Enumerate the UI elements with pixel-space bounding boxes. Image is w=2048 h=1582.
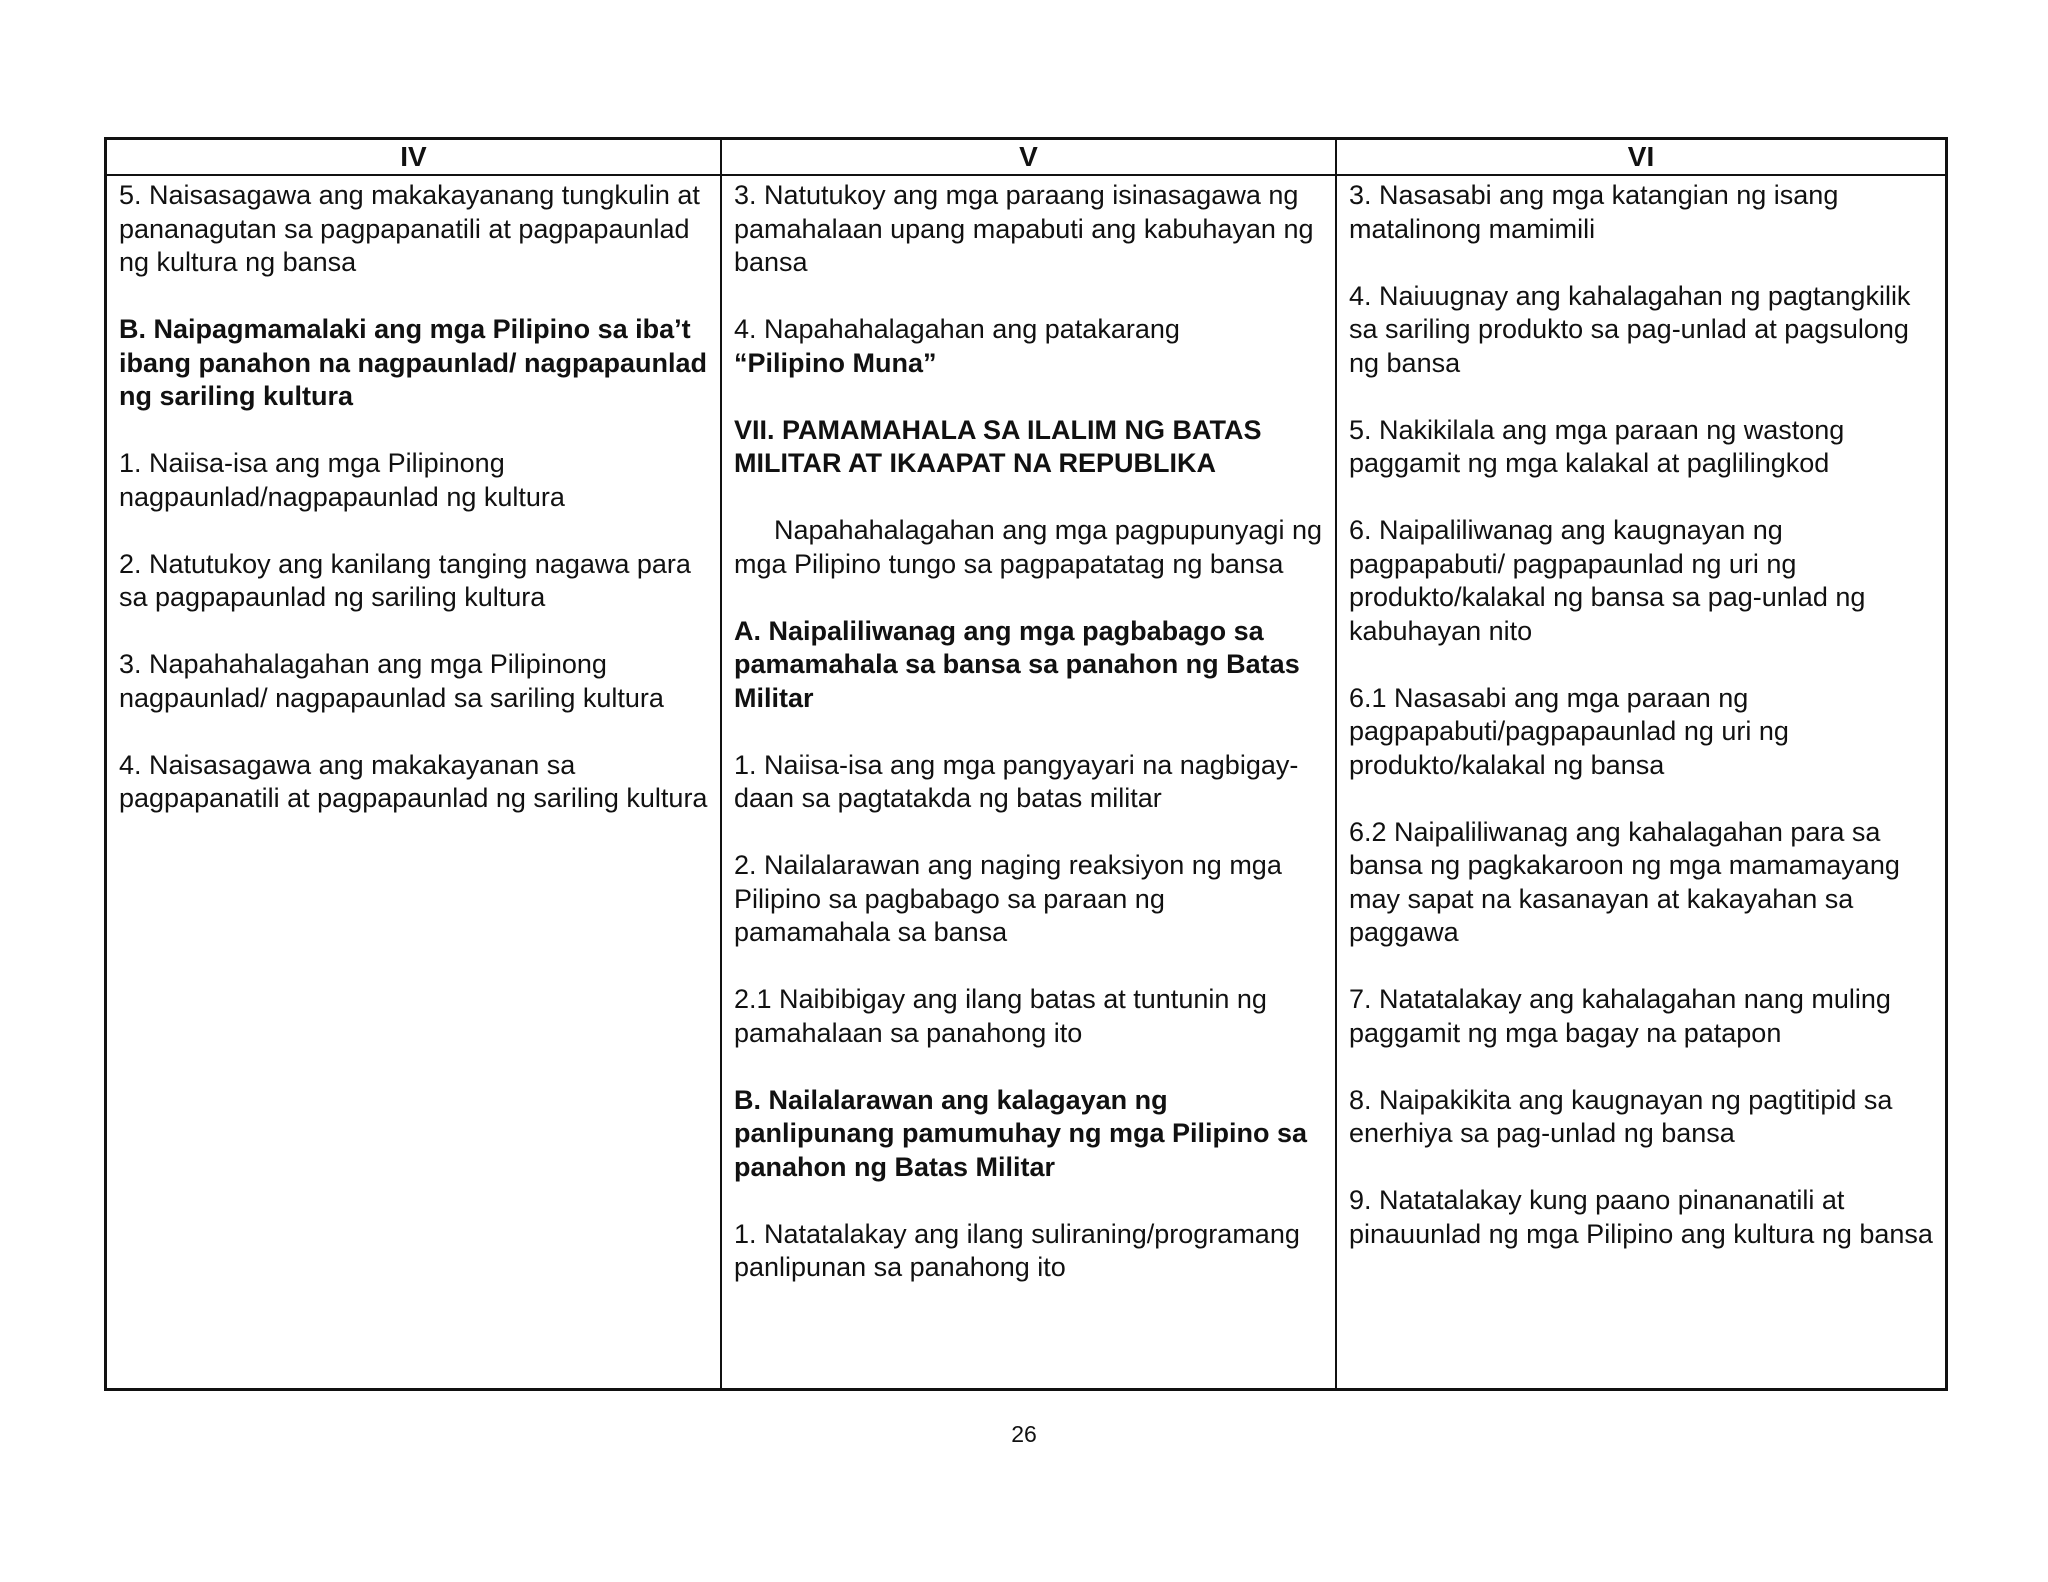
list-item [119, 179, 708, 280]
block-text: 2. Nailalarawan ang naging reaksiyon ng mga Pilipino sa pagbabago sa paraan ng pamamahala sa bansa [734, 850, 1282, 947]
block-text: 3. Nasasabi ang mga katangian ng isang matalinong mamimili [1349, 180, 1839, 244]
list-item [1349, 1084, 1933, 1151]
block-text: 4. Napahahalagahan ang patakarang [734, 314, 1180, 344]
block-text: 4. Naiuugnay ang kahalagahan ng pagtangkilik sa sariling produkto sa pag-unlad at pagsulong ng bansa [1349, 280, 1911, 378]
block-text: 2.1 Naibibigay ang ilang batas at tuntunin ng pamahalaan sa panahong ito [734, 984, 1267, 1048]
block-text: 9. Natatalakay kung paano pinananatili at pinauunlad ng mga Pilipino ang kultura ng bansa [1349, 1185, 1933, 1249]
list-item [1349, 1184, 1933, 1251]
column-v-content [722, 176, 1337, 1388]
column-header-iv: IV [107, 140, 722, 176]
page-number: 26 [1011, 1421, 1037, 1447]
column-header-v: V [722, 140, 1337, 176]
list-item [1349, 414, 1933, 481]
curriculum-table [104, 137, 1948, 1391]
section-heading [734, 1084, 1323, 1185]
list-item [119, 648, 708, 715]
list-item [734, 849, 1323, 950]
block-text: 3. Napahahalagahan ang mga Pilipinong nagpaunlad/ nagpapaunlad sa sariling kultura [119, 649, 664, 713]
list-item [1349, 816, 1933, 950]
column-vi-content [1337, 176, 1945, 1388]
section-heading [734, 615, 1323, 716]
list-item [1349, 514, 1933, 648]
block-text: A. Naipaliliwanag ang mga pagbabago sa pamamahala sa bansa sa panahon ng Batas Militar [734, 615, 1300, 713]
block-text: 8. Naipakikita ang kaugnayan ng pagtitipid sa enerhiya sa pag-unlad ng bansa [1349, 1084, 1893, 1148]
list-item [734, 983, 1323, 1050]
block-text: 7. Natatalakay ang kahalagahan nang muling paggamit ng mga bagay na patapon [1349, 984, 1891, 1048]
block-text: Napahahalagahan ang mga pagpupunyagi ng mga Pilipino tungo sa pagpapatatag ng bansa [734, 515, 1322, 579]
block-text: 1. Naiisa-isa ang mga pangyayari na nagbigay-daan sa pagtatakda ng batas militar [734, 749, 1299, 813]
block-text: 3. Natutukoy ang mga paraang isinasagawa ng pamahalaan upang mapabuti ang kabuhayan ng bansa [734, 180, 1314, 277]
block-text: VII. PAMAMAHALA SA ILALIM NG BATAS MILITAR AT IKAAPAT NA REPUBLIKA [734, 414, 1262, 478]
column-iv-content [107, 176, 722, 1388]
list-item [734, 1218, 1323, 1285]
block-text: 2. Natutukoy ang kanilang tanging nagawa para sa pagpapaunlad ng sariling kultura [119, 548, 691, 612]
section-heading [734, 414, 1323, 481]
block-text: 6. Naipaliliwanag ang kaugnayan ng pagpapabuti/ pagpapaunlad ng uri ng produkto/kalakal ng bansa sa pag-unlad ng kabuhayan nito [1349, 515, 1866, 646]
block-emphasis: “Pilipino Muna” [734, 347, 937, 378]
list-item [734, 514, 1323, 581]
list-item [119, 548, 708, 615]
block-text: B. Naipagmamalaki ang mga Pilipino sa iba’t ibang panahon na nagpaunlad/ nagpapaunlad ng sariling kultura [119, 314, 708, 411]
block-text: 4. Naisasagawa ang makakayanan sa pagpapanatili at pagpapaunlad ng sariling kultura [119, 749, 708, 813]
block-text: 5. Nakikilala ang mga paraan ng wastong paggamit ng mga kalakal at paglilingkod [1349, 414, 1845, 478]
list-item [1349, 179, 1933, 246]
block-text: B. Nailalarawan ang kalagayan ng panlipunang pamumuhay ng mga Pilipino sa panahon ng Batas Militar [734, 1084, 1308, 1182]
block-text: 1. Natatalakay ang ilang suliraning/programang panlipunan sa panahong ito [734, 1218, 1300, 1282]
section-heading [119, 313, 708, 414]
list-item [1349, 983, 1933, 1050]
list-item [119, 447, 708, 514]
list-item [119, 749, 708, 816]
list-item [734, 749, 1323, 816]
list-item [734, 179, 1323, 280]
list-item [734, 313, 1323, 380]
list-item [1349, 682, 1933, 783]
block-text: 1. Naiisa-isa ang mga Pilipinong nagpaunlad/nagpapaunlad ng kultura [119, 448, 565, 512]
list-item [1349, 280, 1933, 381]
block-text: 6.1 Nasasabi ang mga paraan ng pagpapabuti/pagpapaunlad ng uri ng produkto/kalakal ng bansa [1349, 682, 1789, 780]
column-header-vi: VI [1337, 140, 1945, 176]
block-text: 5. Naisasagawa ang makakayanang tungkulin at pananagutan sa pagpapanatili at pagpapaunlad ng kultura ng bansa [119, 180, 700, 277]
block-text: 6.2 Naipaliliwanag ang kahalagahan para sa bansa ng pagkakaroon ng mga mamamayang may sapat na kasanayan at kakayahan sa paggawa [1349, 816, 1900, 947]
